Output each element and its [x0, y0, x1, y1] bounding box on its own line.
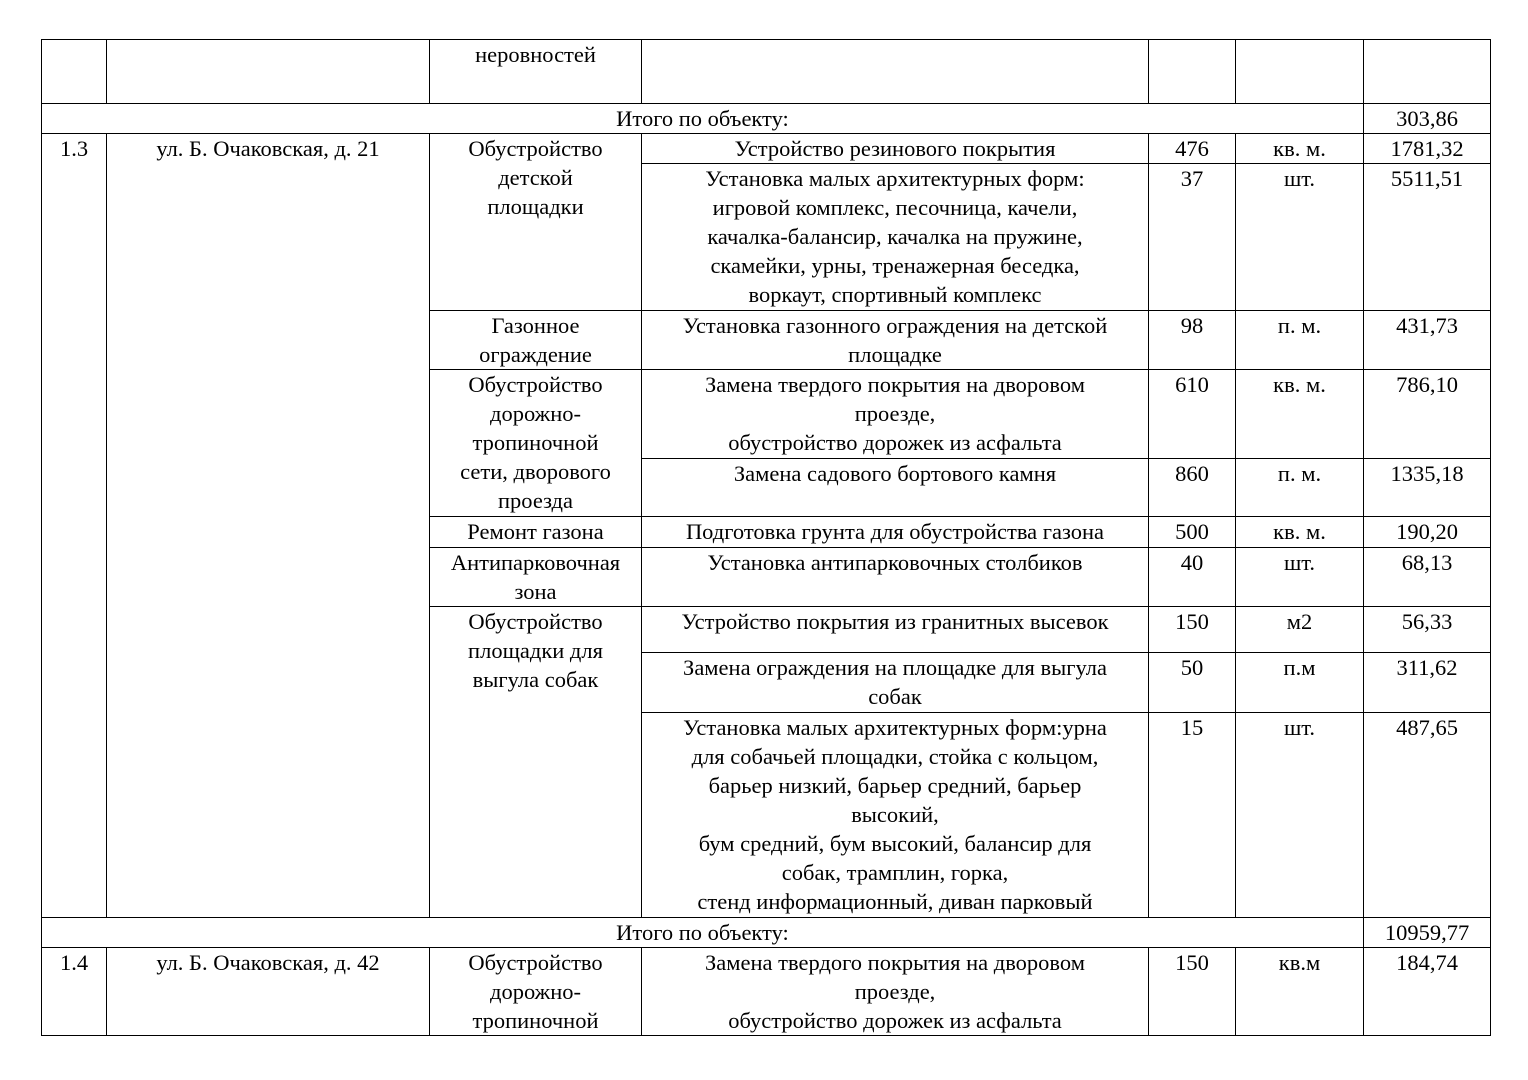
sum-cell: 1781,32 [1364, 134, 1491, 164]
sum-cell: 68,13 [1364, 548, 1491, 607]
category-cell: Обустройство площадки для выгула собак [430, 607, 642, 918]
unit-cell: кв. м. [1236, 134, 1364, 164]
work-cell: Установка малых архитектурных форм: игровой комплекс, песочница, качели, качалка-балансир, качалка на пружине, скамейки, урны, тренажерная беседка, воркаут, спортивный комплекс [642, 164, 1149, 311]
category-cell: Антипарковочная зона [430, 548, 642, 607]
unit-cell: кв.м [1236, 948, 1364, 1036]
category-cell: неровностей [430, 40, 642, 104]
total-row [42, 918, 1491, 948]
sum-cell [1364, 40, 1491, 104]
table-row [42, 40, 1491, 104]
qty-cell: 40 [1149, 548, 1236, 607]
qty-cell: 150 [1149, 948, 1236, 1036]
address-cell: ул. Б. Очаковская, д. 21 [107, 134, 430, 918]
work-cell: Замена садового бортового камня [642, 459, 1149, 517]
address-cell [107, 40, 430, 104]
qty-cell: 98 [1149, 311, 1236, 370]
sum-cell: 786,10 [1364, 370, 1491, 459]
work-cell: Замена ограждения на площадке для выгула собак [642, 653, 1149, 713]
sum-cell: 431,73 [1364, 311, 1491, 370]
unit-cell: кв. м. [1236, 370, 1364, 459]
sum-cell: 184,74 [1364, 948, 1491, 1036]
total-label: Итого по объекту: [42, 918, 1364, 948]
qty-cell: 15 [1149, 713, 1236, 918]
sum-cell: 1335,18 [1364, 459, 1491, 517]
work-cell: Установка малых архитектурных форм:урна для собачьей площадки, стойка с кольцом, барьер низкий, барьер средний, барьер высокий, бум средний, бум высокий, балансир для собак, трамплин, горка, стенд информационный, диван парковый [642, 713, 1149, 918]
total-value: 10959,77 [1364, 918, 1491, 948]
work-cell [642, 40, 1149, 104]
address-cell: ул. Б. Очаковская, д. 42 [107, 948, 430, 1036]
unit-cell: м2 [1236, 607, 1364, 653]
qty-cell: 860 [1149, 459, 1236, 517]
row-number: 1.4 [42, 948, 107, 1036]
sum-cell: 5511,51 [1364, 164, 1491, 311]
total-label: Итого по объекту: [42, 104, 1364, 134]
sum-cell: 190,20 [1364, 517, 1491, 548]
category-cell: Обустройство дорожно- тропиночной сети, дворового проезда [430, 370, 642, 517]
sum-cell: 56,33 [1364, 607, 1491, 653]
work-list-table [41, 39, 1491, 1036]
sum-cell: 311,62 [1364, 653, 1491, 713]
work-cell: Установка газонного ограждения на детской площадке [642, 311, 1149, 370]
unit-cell: п.м [1236, 653, 1364, 713]
unit-cell [1236, 40, 1364, 104]
work-cell: Устройство резинового покрытия [642, 134, 1149, 164]
category-cell: Ремонт газона [430, 517, 642, 548]
category-cell: Обустройство детской площадки [430, 134, 642, 311]
qty-cell: 476 [1149, 134, 1236, 164]
category-cell: Обустройство дорожно- тропиночной [430, 948, 642, 1036]
qty-cell: 500 [1149, 517, 1236, 548]
unit-cell: кв. м. [1236, 517, 1364, 548]
sum-cell: 487,65 [1364, 713, 1491, 918]
category-cell: Газонное ограждение [430, 311, 642, 370]
table-row [42, 134, 1491, 164]
qty-cell: 37 [1149, 164, 1236, 311]
work-cell: Замена твердого покрытия на дворовом проезде, обустройство дорожек из асфальта [642, 370, 1149, 459]
unit-cell: п. м. [1236, 459, 1364, 517]
unit-cell: п. м. [1236, 311, 1364, 370]
work-cell: Подготовка грунта для обустройства газона [642, 517, 1149, 548]
work-cell: Устройство покрытия из гранитных высевок [642, 607, 1149, 653]
total-value: 303,86 [1364, 104, 1491, 134]
unit-cell: шт. [1236, 164, 1364, 311]
unit-cell: шт. [1236, 548, 1364, 607]
work-cell: Установка антипарковочных столбиков [642, 548, 1149, 607]
qty-cell [1149, 40, 1236, 104]
qty-cell: 610 [1149, 370, 1236, 459]
row-number [42, 40, 107, 104]
qty-cell: 150 [1149, 607, 1236, 653]
work-cell: Замена твердого покрытия на дворовом проезде, обустройство дорожек из асфальта [642, 948, 1149, 1036]
unit-cell: шт. [1236, 713, 1364, 918]
table-row [42, 948, 1491, 1036]
total-row [42, 104, 1491, 134]
qty-cell: 50 [1149, 653, 1236, 713]
row-number: 1.3 [42, 134, 107, 918]
